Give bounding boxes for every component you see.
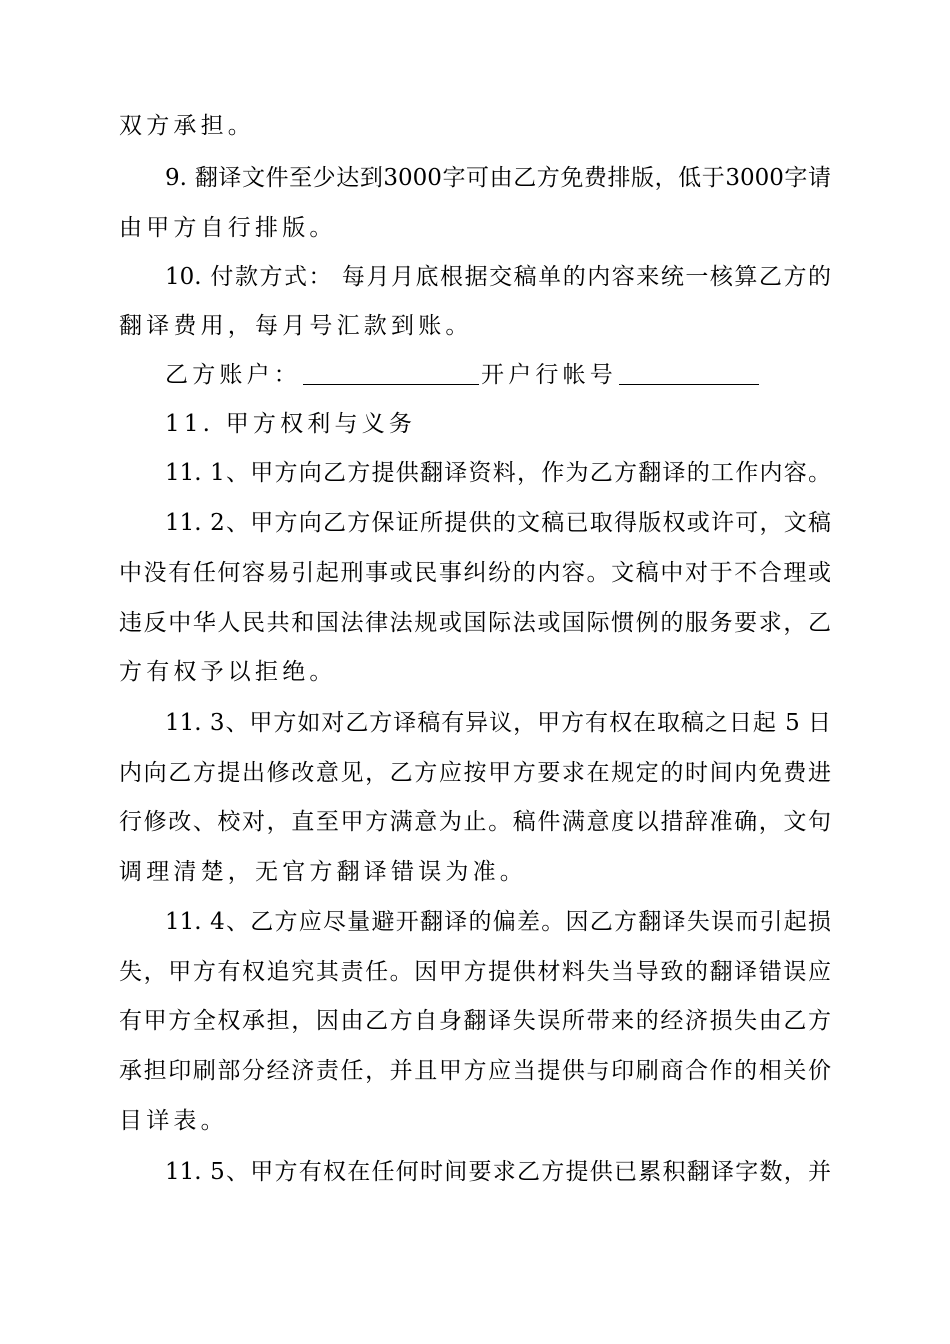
paragraph-line: 中没有任何容易引起刑事或民事纠纷的内容。文稿中对于不合理或 xyxy=(119,560,831,586)
paragraph-line: 11. 5、甲方有权在任何时间要求乙方提供已累积翻译字数，并 xyxy=(165,1159,831,1185)
paragraph-line: 方有权予以拒绝。 xyxy=(119,659,337,685)
account-blank xyxy=(303,362,479,385)
paragraph-line: 由甲方自行排版。 xyxy=(119,215,337,241)
paragraph-line: 双方承担。 xyxy=(119,113,255,139)
paragraph-line: 内向乙方提出修改意见，乙方应按甲方要求在规定的时间内免费进 xyxy=(119,760,831,786)
paragraph-line: 有甲方全权承担，因由乙方自身翻译失误所带来的经济损失由乙方 xyxy=(119,1008,831,1034)
account-label: 乙方账户： xyxy=(165,362,301,388)
paragraph-line: 调理清楚，无官方翻译错误为准。 xyxy=(119,859,527,885)
paragraph-line: 11. 4、乙方应尽量避开翻译的偏差。因乙方翻译失误而引起损 xyxy=(165,909,831,935)
paragraph-line: 失，甲方有权追究其责任。因甲方提供材料失当导致的翻译错误应 xyxy=(119,959,831,985)
bank-account-blank xyxy=(619,362,759,385)
paragraph-line: 9. 翻译文件至少达到3000字可由乙方免费排版，低于3000字请 xyxy=(165,165,831,191)
paragraph-line: 违反中华人民共和国法律法规或国际法或国际惯例的服务要求，乙 xyxy=(119,610,831,636)
paragraph-line: 11. 2、甲方向乙方保证所提供的文稿已取得版权或许可，文稿 xyxy=(165,510,831,536)
paragraph-line: 翻译费用，每月号汇款到账。 xyxy=(119,313,473,339)
account-line xyxy=(165,355,761,395)
section-heading: 11. 甲方权利与义务 xyxy=(165,411,417,437)
paragraph-line: 11. 1、甲方向乙方提供翻译资料，作为乙方翻译的工作内容。 xyxy=(165,460,831,486)
paragraph-line: 行修改、校对，直至甲方满意为止。稿件满意度以措辞准确，文句 xyxy=(119,809,831,835)
bank-account-label: 开户行帐号 xyxy=(481,362,617,388)
paragraph-line: 承担印刷部分经济责任，并且甲方应当提供与印刷商合作的相关价 xyxy=(119,1058,831,1084)
paragraph-line: 11. 3、甲方如对乙方译稿有异议，甲方有权在取稿之日起 5 日 xyxy=(165,710,831,736)
paragraph-line: 目详表。 xyxy=(119,1108,228,1134)
paragraph-line: 10. 付款方式： 每月月底根据交稿单的内容来统一核算乙方的 xyxy=(165,264,831,290)
